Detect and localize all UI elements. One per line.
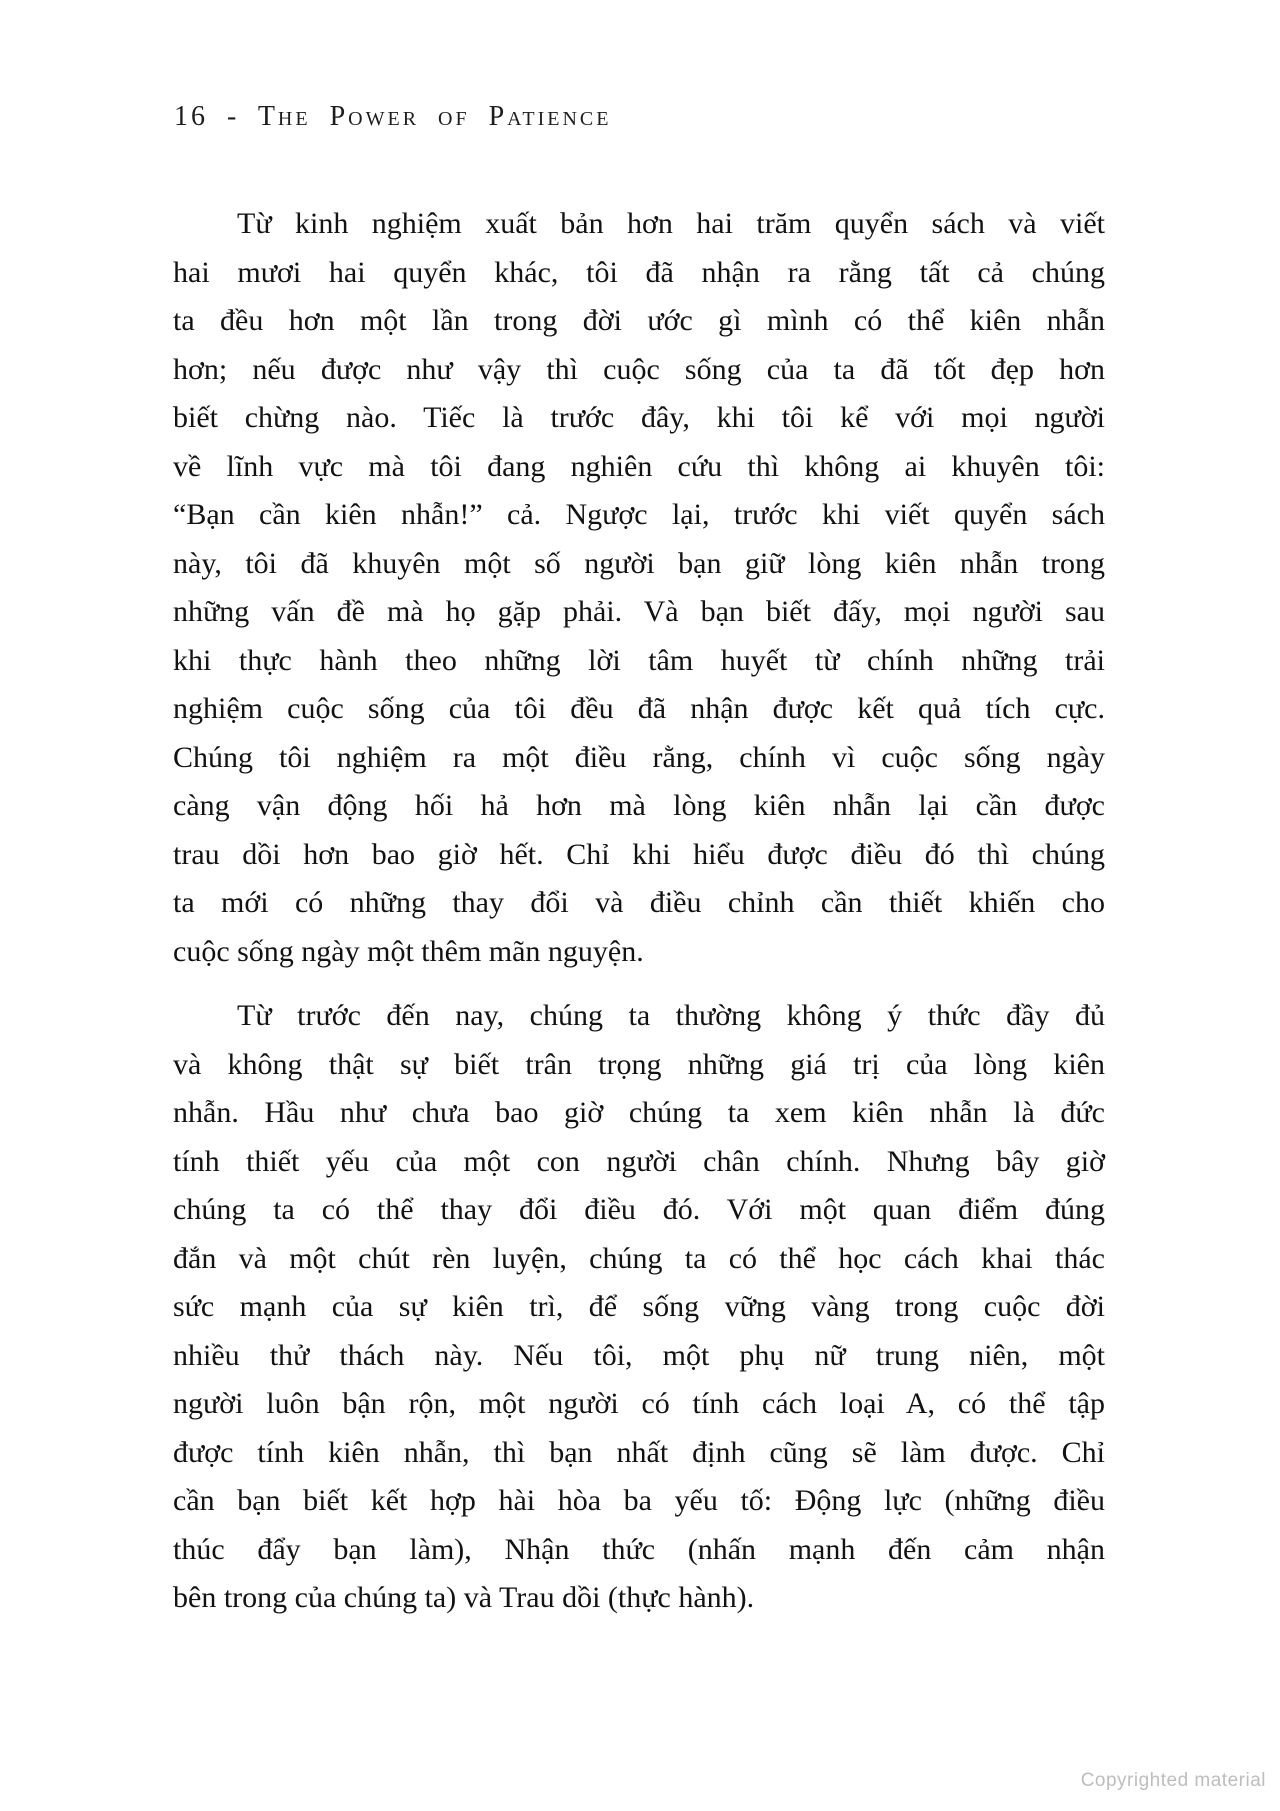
text-line: hai mươi hai quyển khác, tôi đã nhận ra rằng tất cả chúng	[173, 255, 1105, 289]
text-line: về lĩnh vực mà tôi đang nghiên cứu thì không ai khuyên tôi:	[173, 449, 1105, 483]
text-line: được tính kiên nhẫn, thì bạn nhất định cũng sẽ làm được. Chỉ	[173, 1435, 1105, 1469]
text-line: những vấn đề mà họ gặp phải. Và bạn biết đấy, mọi người sau	[173, 595, 1105, 628]
page-header: 16 - The Power of Patience	[174, 101, 612, 132]
text-line: tính thiết yếu của một con người chân chính. Nhưng bây giờ	[173, 1144, 1105, 1178]
text-line: Từ trước đến nay, chúng ta thường không ý thức đầy đủ	[237, 999, 1105, 1032]
text-line: người luôn bận rộn, một người có tính cách loại A, có thể tập	[173, 1387, 1105, 1420]
text-line: cần bạn biết kết hợp hài hòa ba yếu tố: Động lực (những điều	[173, 1484, 1105, 1517]
text-line: càng vận động hối hả hơn mà lòng kiên nhẫn lại cần được	[173, 789, 1105, 822]
text-line: cuộc sống ngày một thêm mãn nguyện.	[173, 934, 644, 968]
text-line: chúng ta có thể thay đổi điều đó. Với một quan điểm đúng	[173, 1193, 1105, 1226]
text-line: nhẫn. Hầu như chưa bao giờ chúng ta xem kiên nhẫn là đức	[173, 1096, 1105, 1129]
text-line: Từ kinh nghiệm xuất bản hơn hai trăm quyển sách và viết	[237, 207, 1105, 240]
text-line: và không thật sự biết trân trọng những giá trị của lòng kiên	[173, 1047, 1105, 1081]
text-line: này, tôi đã khuyên một số người bạn giữ lòng kiên nhẫn trong	[173, 546, 1105, 580]
text-line: “Bạn cần kiên nhẫn!” cả. Ngược lại, trước khi viết quyển sách	[173, 498, 1105, 531]
text-line: khi thực hành theo những lời tâm huyết từ chính những trải	[173, 643, 1105, 677]
text-line: biết chừng nào. Tiếc là trước đây, khi tôi kể với mọi người	[173, 401, 1105, 434]
paragraph	[173, 200, 1105, 976]
text-line: Chúng tôi nghiệm ra một điều rằng, chính vì cuộc sống ngày	[173, 740, 1105, 774]
text-line: bên trong của chúng ta) và Trau dồi (thực hành).	[173, 1581, 755, 1614]
text-line: nhiều thử thách này. Nếu tôi, một phụ nữ trung niên, một	[173, 1338, 1105, 1372]
paragraph	[173, 992, 1105, 1623]
text-block	[173, 200, 1105, 1623]
watermark: Copyrighted material	[1080, 1770, 1266, 1791]
text-line: ta mới có những thay đổi và điều chỉnh cần thiết khiến cho	[173, 886, 1105, 919]
text-line: trau dồi hơn bao giờ hết. Chỉ khi hiểu được điều đó thì chúng	[173, 837, 1105, 871]
text-line: ta đều hơn một lần trong đời ước gì mình có thể kiên nhẫn	[173, 304, 1105, 337]
text-line: hơn; nếu được như vậy thì cuộc sống của ta đã tốt đẹp hơn	[173, 352, 1105, 386]
text-line: nghiệm cuộc sống của tôi đều đã nhận được kết quả tích cực.	[173, 692, 1105, 725]
text-line: đắn và một chút rèn luyện, chúng ta có thể học cách khai thác	[173, 1241, 1105, 1275]
text-line: sức mạnh của sự kiên trì, để sống vững vàng trong cuộc đời	[173, 1290, 1105, 1323]
text-line: thúc đẩy bạn làm), Nhận thức (nhấn mạnh đến cảm nhận	[173, 1532, 1105, 1566]
